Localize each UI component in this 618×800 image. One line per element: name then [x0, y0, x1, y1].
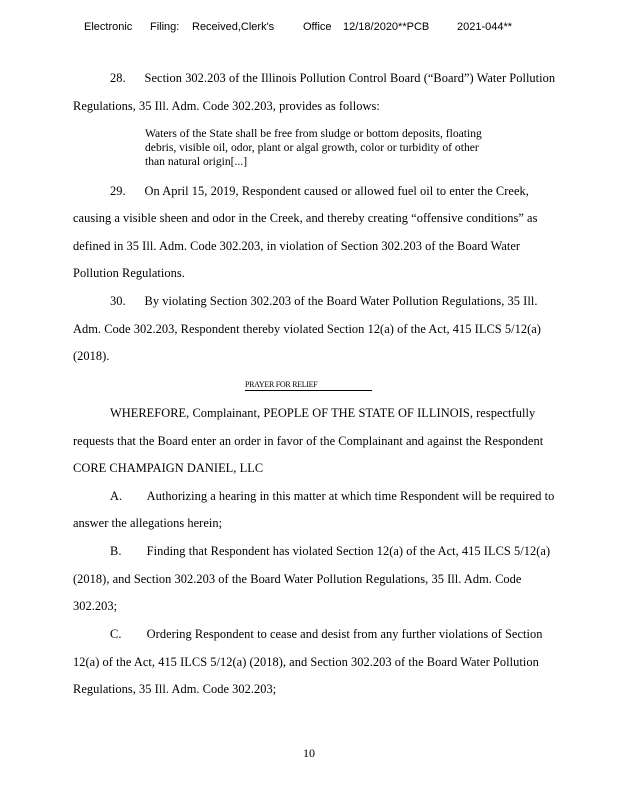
quote-line-2: debris, visible oil, odor, plant or algal growth, color or turbidity of other: [145, 141, 479, 154]
filing-stamp-header: [84, 21, 512, 33]
item-c-line-2: 12(a) of the Act, 415 ILCS 5/12(a) (2018), and Section 302.203 of the Board Water Pollution: [73, 655, 539, 669]
para-30-line-1: 30. By violating Section 302.203 of the Board Water Pollution Regulations, 35 Ill.: [110, 294, 538, 308]
para-28-line-2: Regulations, 35 Ill. Adm. Code 302.203, provides as follows:: [73, 99, 380, 113]
item-c-line-1: C. Ordering Respondent to cease and desist from any further violations of Section: [110, 627, 543, 641]
header-case-number: 2021-044**: [457, 21, 513, 33]
wherefore-line-1: WHEREFORE, Complainant, PEOPLE OF THE STATE OF ILLINOIS, respectfully: [110, 406, 536, 420]
item-b-line-2: (2018), and Section 302.203 of the Board Water Pollution Regulations, 35 Ill. Adm. Code: [73, 572, 522, 586]
header-electronic: Electronic: [84, 21, 133, 33]
item-a-line-1: A. Authorizing a hearing in this matter at which time Respondent will be required to: [110, 489, 555, 503]
header-office: Office: [303, 21, 332, 33]
para-29-line-4: Pollution Regulations.: [73, 266, 185, 280]
wherefore-line-3: CORE CHAMPAIGN DANIEL, LLC: [73, 461, 264, 475]
item-b-line-1: B. Finding that Respondent has violated Section 12(a) of the Act, 415 ILCS 5/12(a): [110, 544, 551, 558]
block-quote: [145, 127, 545, 169]
item-a-line-2: answer the allegations herein;: [73, 516, 223, 530]
item-c-line-3: Regulations, 35 Ill. Adm. Code 302.203;: [73, 682, 277, 696]
header-date-pcb: 12/18/2020**PCB: [343, 21, 430, 33]
para-29-line-2: causing a visible sheen and odor in the Creek, and thereby creating “offensive conditions” as: [73, 211, 538, 225]
para-29-line-3: defined in 35 Ill. Adm. Code 302.203, in violation of Section 302.203 of the Board Water: [73, 239, 521, 253]
para-28-line-1: 28. Section 302.203 of the Illinois Pollution Control Board (“Board”) Water Pollution: [110, 71, 556, 85]
quote-line-1: Waters of the State shall be free from sludge or bottom deposits, floating: [145, 127, 482, 140]
prayer-for-relief-heading: PRAYER FOR RELIEF: [245, 380, 372, 391]
para-30-line-3: (2018).: [73, 349, 110, 363]
page-number: 10: [303, 746, 315, 760]
wherefore-line-2: requests that the Board enter an order in favor of the Complainant and against the Respondent: [73, 434, 544, 448]
quote-line-3: than natural origin[...]: [145, 155, 248, 168]
para-29-line-1: 29. On April 15, 2019, Respondent caused or allowed fuel oil to enter the Creek,: [110, 184, 529, 198]
header-filing: Filing:: [150, 21, 180, 33]
header-received: Received,Clerk's: [192, 21, 275, 33]
para-30-line-2: Adm. Code 302.203, Respondent thereby violated Section 12(a) of the Act, 415 ILCS 5/12(a): [73, 322, 541, 336]
item-b-line-3: 302.203;: [73, 599, 118, 613]
